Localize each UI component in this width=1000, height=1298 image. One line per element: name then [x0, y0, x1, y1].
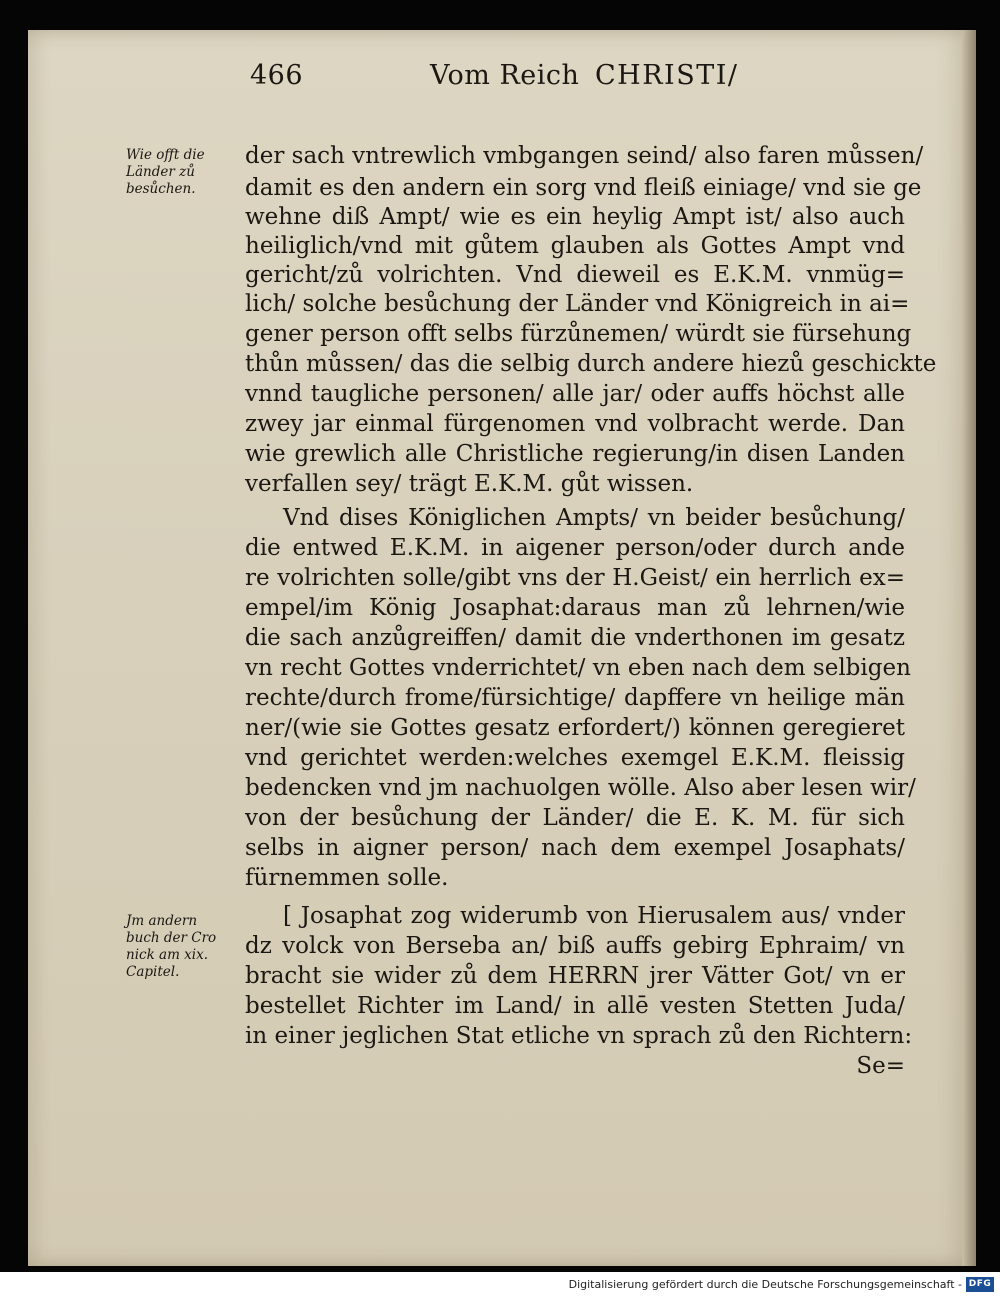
text-line: zwey jar einmal fürgenomen vnd volbracht werde. Dan — [245, 411, 905, 437]
text-line: von der besůchung der Länder/ die E. K. M. für sich — [245, 805, 905, 831]
footer-bar — [0, 1272, 1000, 1298]
text-line: vnnd taugliche personen/ alle jar/ oder auffs höchst alle — [245, 381, 905, 407]
text-line: damit es den andern ein sorg vnd fleiß einiage/ vnd sie ge — [245, 175, 922, 201]
running-title-caps: CHRISTI/ — [595, 60, 739, 91]
running-head — [250, 60, 890, 100]
text-line: gericht/zů volrichten. Vnd dieweil es E.K.M. vnmüg= — [245, 262, 905, 288]
text-line: wie grewlich alle Christliche regierung/in disen Landen — [245, 441, 905, 467]
text-line: bracht sie wider zů dem HERRN jrer Vätter Got/ vn er — [245, 963, 905, 989]
paragraph-first-line: Vnd dises Königlichen Ampts/ vn beider besůchung/ — [283, 505, 905, 531]
margin-note-line: Wie offt die — [126, 147, 205, 163]
text-line: in einer jeglichen Stat etliche vn sprach zů den Richtern: — [245, 1023, 913, 1049]
margin-note-line: buch der Cro — [126, 930, 217, 946]
margin-note-line: Länder zů — [126, 164, 195, 180]
margin-note-line: Capitel. — [126, 964, 180, 980]
page-gutter — [962, 30, 976, 1266]
margin-note-line: Jm andern — [126, 913, 198, 929]
text-line: verfallen sey/ trägt E.K.M. gůt wissen. — [245, 471, 694, 497]
text-line: bestellet Richter im Land/ in allē vesten Stetten Juda/ — [245, 993, 905, 1019]
text-line: rechte/durch frome/fürsichtige/ dapffere vn heilige män — [245, 685, 905, 711]
text-line: die sach anzůgreiffen/ damit die vnderthonen im gesatz — [245, 625, 905, 651]
text-line: vnd gerichtet werden:welches exemgel E.K.M. fleissig — [245, 745, 905, 771]
text-line: fürnemmen solle. — [245, 865, 449, 891]
text-line: re volrichten solle/gibt vns der H.Geist/ ein herrlich ex= — [245, 565, 905, 591]
text-line: ner/(wie sie Gottes gesatz erfordert/) können geregieret — [245, 715, 905, 741]
text-line: thůn můssen/ das die selbig durch andere hiezů geschickte — [245, 351, 937, 377]
page-number: 466 — [250, 60, 304, 91]
funding-credit: Digitalisierung gefördert durch die Deutsche Forschungsgemeinschaft - — [568, 1278, 962, 1291]
paragraph-first-line: [ Josaphat zog widerumb von Hierusalem aus/ vnder — [283, 903, 905, 929]
text-line: empel/im König Josaphat:daraus man zů lehrnen/wie — [245, 595, 905, 621]
margin-note-line: besůchen. — [126, 181, 196, 197]
text-line: vn recht Gottes vnderrichtet/ vn eben nach dem selbigen — [245, 655, 911, 681]
text-line: bedencken vnd jm nachuolgen wölle. Also aber lesen wir/ — [245, 775, 916, 801]
text-line: heiliglich/vnd mit gůtem glauben als Gottes Ampt vnd — [245, 233, 905, 259]
text-line: die entwed E.K.M. in aigener person/oder durch ande — [245, 535, 905, 561]
margin-note — [126, 913, 236, 981]
text-line: selbs in aigner person/ nach dem exempel Josaphats/ — [245, 835, 905, 861]
margin-note-line: nick am xix. — [126, 947, 209, 963]
margin-note — [126, 147, 236, 198]
text-line: dz volck von Berseba an/ biß auffs gebirg Ephraim/ vn — [245, 933, 905, 959]
catchword: Se= — [856, 1053, 905, 1079]
text-line: wehne diß Ampt/ wie es ein heylig Ampt ist/ also auch — [245, 204, 905, 230]
text-line: der sach vntrewlich vmbgangen seind/ also faren můssen/ — [245, 143, 924, 169]
text-line: lich/ solche besůchung der Länder vnd Königreich in ai= — [245, 291, 910, 317]
dfg-logo: DFG — [966, 1277, 994, 1292]
running-title: Vom Reich — [430, 60, 580, 91]
text-line: gener person offt selbs fürzůnemen/ würdt sie fürsehung — [245, 321, 912, 347]
